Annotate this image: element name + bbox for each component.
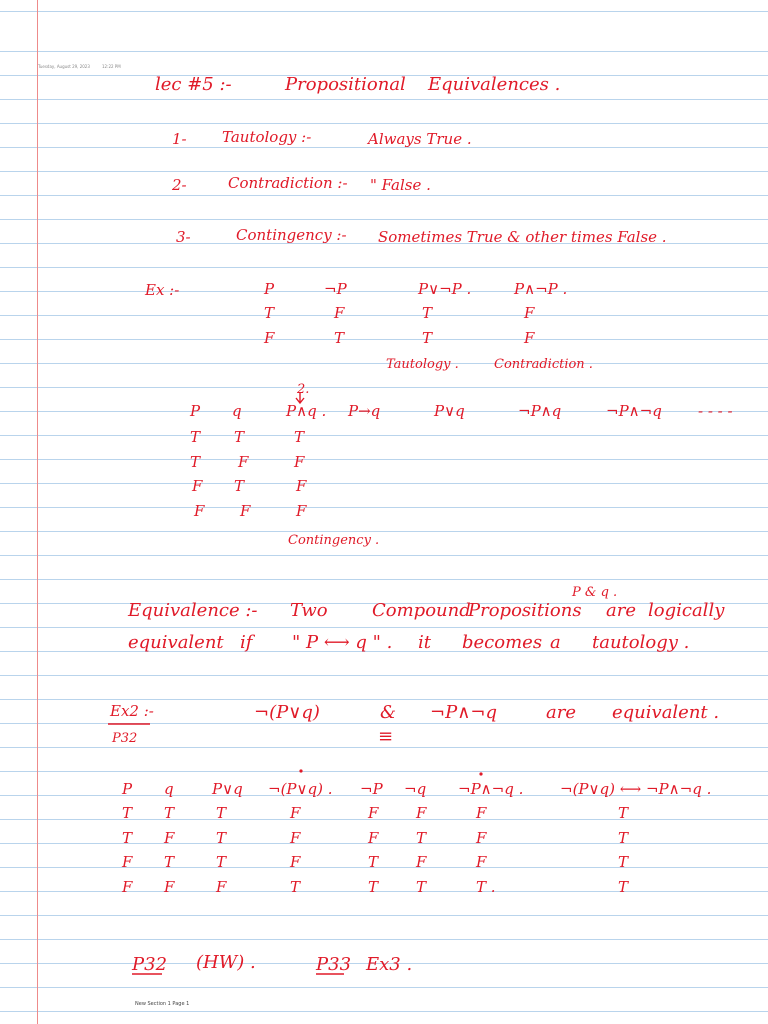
- ex2-header: P: [122, 780, 133, 798]
- ex1-cell: F: [264, 329, 275, 347]
- note-time: 12:22 PM: [102, 64, 121, 69]
- ex2-cell: T: [216, 829, 227, 847]
- equiv-word: logically: [648, 600, 725, 621]
- ex2-cell: T: [368, 878, 379, 896]
- page-footer: New Section 1 Page 1: [135, 1001, 190, 1007]
- note-date: Tuesday, August 29, 2023: [38, 64, 90, 69]
- ex2-cell: F: [476, 829, 487, 847]
- ex2-cell: T: [164, 853, 175, 871]
- equiv-word: a: [550, 632, 561, 653]
- ex1-note-tautology: Tautology .: [386, 357, 459, 372]
- title-equivalences: Equivalences .: [428, 74, 561, 95]
- equiv-heading: Equivalence :-: [128, 600, 258, 621]
- ex2-cell: F: [290, 804, 301, 822]
- ex2-cell: F: [164, 829, 175, 847]
- ink-dot: [479, 772, 482, 775]
- ex1b-cell: F: [296, 477, 307, 495]
- ex1b-header: P→q: [348, 402, 381, 420]
- hw-ex3: Ex3 .: [366, 954, 413, 975]
- ex1b-header: P∧q .: [286, 402, 327, 420]
- ex2-cell: T .: [476, 878, 496, 896]
- ex1-header-p-or-not-p: P∨¬P .: [418, 280, 472, 298]
- def-3-meaning: Sometimes True & other times False .: [378, 228, 667, 246]
- def-2-term: Contradiction :-: [228, 174, 348, 192]
- ex2-cell: T: [216, 853, 227, 871]
- hw-p33: P33: [316, 954, 352, 975]
- ex2-cell: F: [290, 853, 301, 871]
- ex2-cell: F: [368, 804, 379, 822]
- equiv-p-and-q: P & q .: [572, 585, 618, 600]
- ex1-cell: F: [524, 329, 535, 347]
- ex2-cell: T: [416, 829, 427, 847]
- ex2-equiv-symbol: ≡: [378, 726, 394, 747]
- ex1b-cell: T: [234, 428, 245, 446]
- ex2-cell: F: [216, 878, 227, 896]
- equiv-word: Two: [290, 600, 328, 621]
- ex2-cell: F: [290, 829, 301, 847]
- ex1b-cell: T: [294, 428, 305, 446]
- ex1-header-p-and-not-p: P∧¬P .: [514, 280, 568, 298]
- ex1-cell: T: [422, 304, 433, 322]
- def-1-term: Tautology :-: [222, 128, 312, 146]
- ex2-cell: F: [476, 804, 487, 822]
- ex2-statement: ¬(P∨q): [254, 702, 320, 723]
- def-2-meaning: " False .: [370, 176, 431, 194]
- ex2-cell: F: [476, 853, 487, 871]
- def-1-number: 1-: [172, 130, 187, 148]
- ex2-header: ¬P∧¬q .: [458, 780, 524, 798]
- ex2-cell: T: [164, 804, 175, 822]
- ex2-cell: F: [164, 878, 175, 896]
- ex1-cell: T: [422, 329, 433, 347]
- ex2-cell: T: [618, 853, 629, 871]
- ex1b-cell: T: [190, 428, 201, 446]
- ex1b-header: P: [190, 402, 201, 420]
- ex2-statement: are: [546, 702, 576, 723]
- equiv-word: tautology .: [592, 632, 690, 653]
- ex1b-note-contingency: Contingency .: [288, 533, 380, 548]
- ex2-cell: F: [416, 853, 427, 871]
- ex1b-header: - - - -: [698, 402, 733, 420]
- ex2-statement: &: [380, 702, 397, 723]
- equiv-word: Compound: [372, 600, 471, 621]
- ex1b-cell: T: [190, 453, 201, 471]
- ex1-cell: T: [264, 304, 275, 322]
- def-3-number: 3-: [176, 228, 191, 246]
- ex1b-cell: F: [194, 502, 205, 520]
- ex2-cell: T: [618, 804, 629, 822]
- ex1-cell: F: [524, 304, 535, 322]
- ex2-cell: T: [618, 878, 629, 896]
- ex2-statement: equivalent .: [612, 702, 720, 723]
- ex1-note-contradiction: Contradiction .: [494, 357, 593, 372]
- ex1-label: Ex :-: [145, 281, 180, 299]
- ex2-cell: T: [122, 829, 133, 847]
- ex1b-cell: F: [238, 453, 249, 471]
- def-2-number: 2-: [172, 176, 187, 194]
- ex2-cell: F: [416, 804, 427, 822]
- ex2-cell: T: [618, 829, 629, 847]
- ex2-header: P∨q: [212, 780, 243, 798]
- ex2-cell: T: [368, 853, 379, 871]
- ex1-header-not-p: ¬P: [324, 280, 347, 298]
- lecture-number: lec #5 :-: [155, 74, 232, 95]
- ex2-header: ¬q: [404, 780, 427, 798]
- equiv-word: equivalent: [128, 632, 224, 653]
- ex2-header: ¬(P∨q) .: [268, 780, 333, 798]
- equiv-word: it: [418, 632, 431, 653]
- hw-p32: P32: [132, 954, 168, 975]
- ex2-statement: ¬P∧¬q: [430, 702, 497, 723]
- ex2-cell: T: [290, 878, 301, 896]
- ex2-cell: T: [122, 804, 133, 822]
- ex1b-header: ¬P∧q: [518, 402, 562, 420]
- ex1b-cell: F: [240, 502, 251, 520]
- ex2-header: ¬P: [360, 780, 383, 798]
- equiv-word: becomes: [462, 632, 543, 653]
- ex1-cell: T: [334, 329, 345, 347]
- ex2-cell: F: [122, 878, 133, 896]
- ex2-cell: F: [368, 829, 379, 847]
- ink-dot: [299, 769, 302, 772]
- ex2-page-ref: P32: [112, 731, 138, 746]
- ex2-label: Ex2 :-: [110, 702, 154, 720]
- ex1-cell: F: [334, 304, 345, 322]
- def-1-meaning: Always True .: [368, 130, 472, 148]
- equiv-word: Propositions: [468, 600, 582, 621]
- equiv-word: if: [240, 632, 253, 653]
- ex1b-cell: F: [192, 477, 203, 495]
- ex1b-cell: T: [234, 477, 245, 495]
- ex1b-cell: F: [296, 502, 307, 520]
- ex2-header: ¬(P∨q) ⟷ ¬P∧¬q .: [560, 780, 712, 798]
- hw-label: (HW) .: [196, 952, 256, 973]
- ex2-cell: T: [216, 804, 227, 822]
- ex1b-marker: 2.: [297, 382, 310, 397]
- ex1b-header: ¬P∧¬q: [606, 402, 662, 420]
- ex1b-header: q: [232, 402, 242, 420]
- ex1-header-p: P: [264, 280, 275, 298]
- ex1b-header: P∨q: [434, 402, 465, 420]
- equiv-word: are: [606, 600, 636, 621]
- ex2-cell: F: [122, 853, 133, 871]
- title-propositional: Propositional: [285, 74, 406, 95]
- ex2-header: q: [164, 780, 174, 798]
- ex2-cell: T: [416, 878, 427, 896]
- def-3-term: Contingency :-: [236, 226, 347, 244]
- equiv-biconditional: " P ⟷ q " .: [292, 632, 393, 653]
- ex1b-cell: F: [294, 453, 305, 471]
